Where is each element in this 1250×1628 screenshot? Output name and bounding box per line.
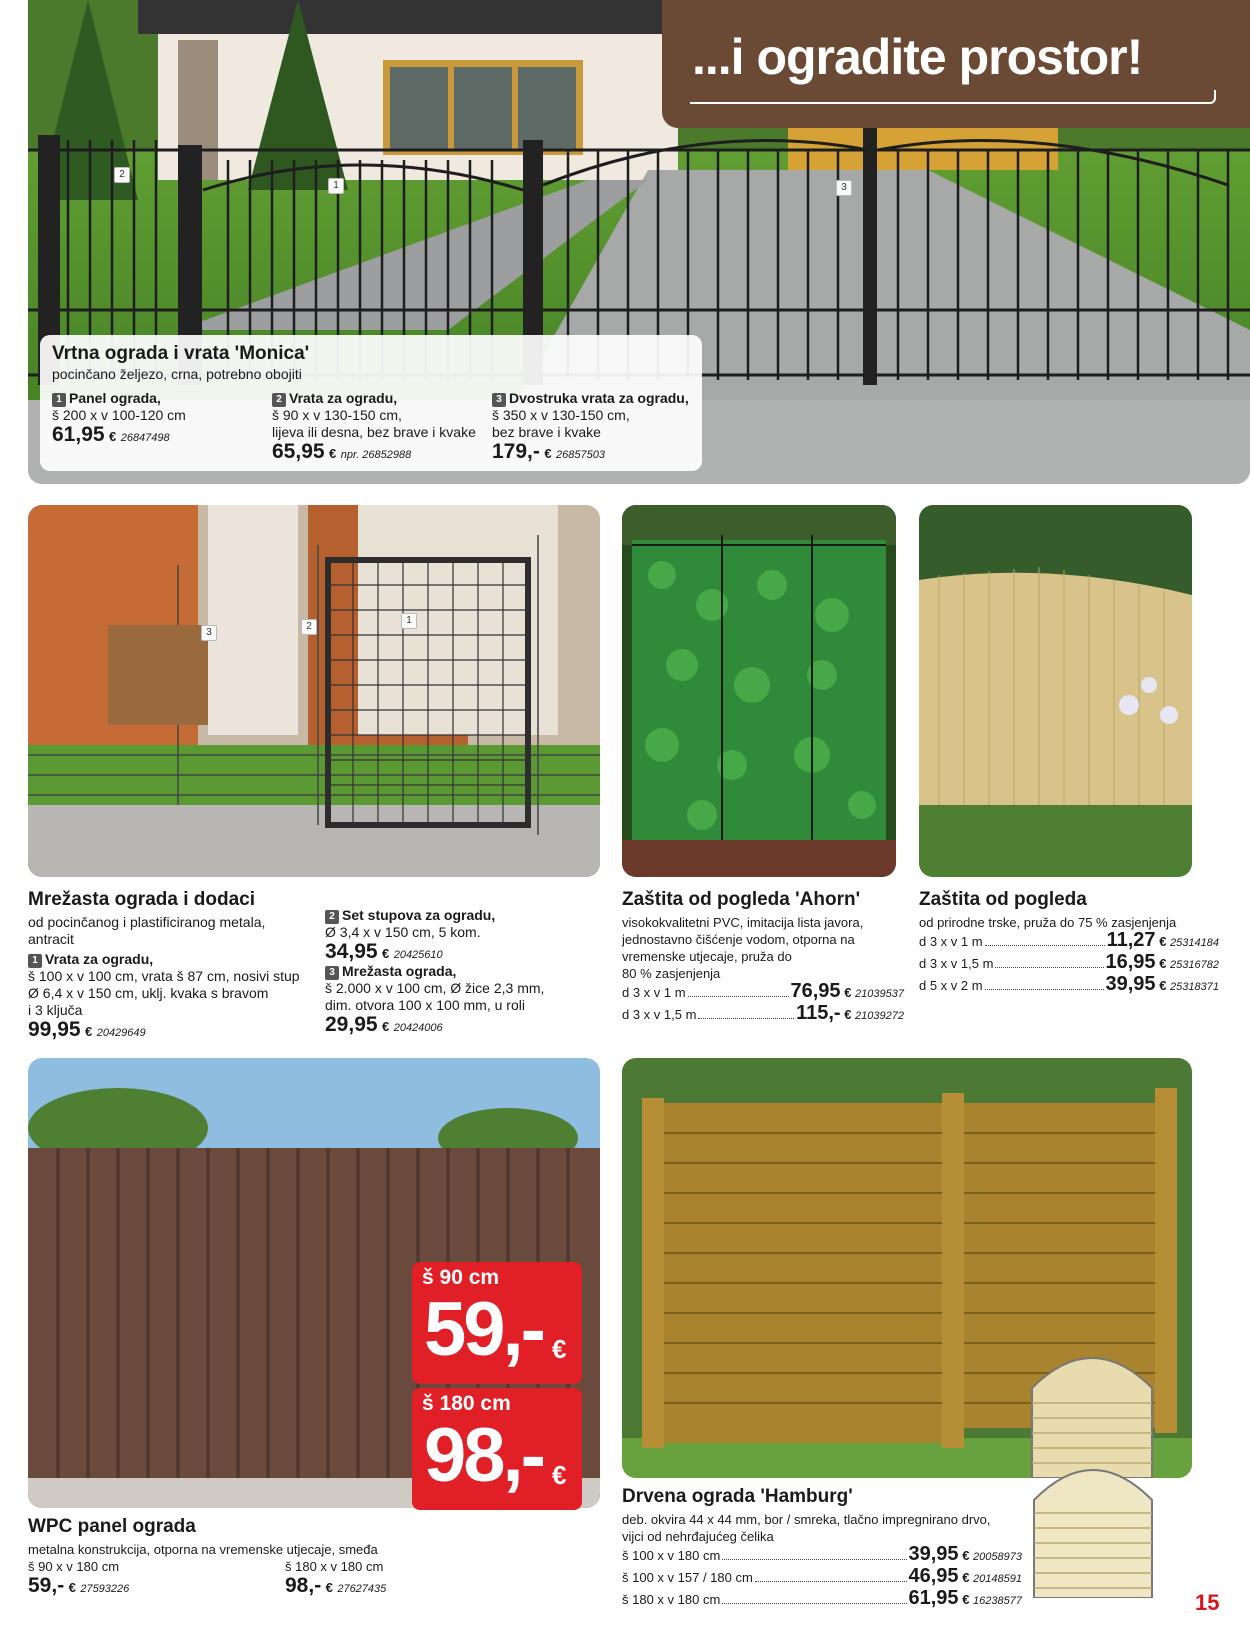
reed-title: Zaštita od pogleda: [919, 889, 1087, 910]
wpc-size-b: š 180 x v 180 cm: [285, 1559, 384, 1574]
ahorn-desc: jednostavno čišćenje vodom, otporna na: [622, 932, 855, 947]
badge-size: š 90 cm: [422, 1266, 500, 1289]
row-label: š 100 x v 157 / 180 cm: [622, 1570, 753, 1585]
sku: 20424006: [393, 1022, 443, 1034]
price-row: [919, 953, 1219, 975]
mesh-desc-2: antracit: [28, 931, 74, 947]
row-label: š 100 x v 180 cm: [622, 1548, 721, 1563]
sku: 25318371: [1170, 981, 1219, 993]
item-price: 34,95: [325, 940, 378, 963]
item-number: 2: [325, 910, 339, 924]
item-name: Dvostruka vrata za ogradu,: [509, 390, 689, 406]
sku: 16238577: [973, 1595, 1022, 1607]
hamburg-section: [622, 1486, 1022, 1611]
badge-currency: €: [552, 1334, 567, 1364]
sku: 21039537: [855, 988, 904, 1000]
hamburg-title: Drvena ograda 'Hamburg': [622, 1486, 853, 1507]
row-price: 39,95: [908, 1543, 959, 1565]
price-row: [919, 931, 1219, 953]
item-size: š 200 x v 100-120 cm: [52, 407, 186, 423]
mesh-section: [28, 889, 618, 1041]
ahorn-screen-image: [622, 505, 896, 877]
wpc-price-badge-180: [412, 1388, 582, 1510]
wpc-option-b: [285, 1558, 485, 1597]
hamburg-fence-image: [622, 1058, 1192, 1478]
panel-drawing: [1032, 1458, 1154, 1598]
item-detail: i 3 ključa: [28, 1002, 83, 1018]
sku: 20425610: [393, 949, 443, 961]
hamburg-desc: deb. okvira 44 x 44 mm, bor / smreka, tlačno impregnirano drvo,: [622, 1512, 991, 1527]
row-price: 11,27: [1106, 929, 1156, 951]
marker-1: 1: [328, 178, 344, 194]
mesh-fence-image: [28, 505, 600, 877]
row-price: 46,95: [908, 1565, 959, 1587]
monica-info-box: [40, 335, 702, 471]
sku: 20058973: [973, 1551, 1022, 1563]
ahorn-desc: visokokvalitetni PVC, imitacija lista javora,: [622, 915, 864, 930]
reed-screen-scene: [919, 505, 1192, 877]
mesh-title: Mrežasta ograda i dodaci: [28, 889, 256, 910]
row-label: d 3 x v 1,5 m: [622, 1007, 697, 1022]
marker-3: 3: [201, 625, 217, 641]
item-detail: Ø 6,4 x v 150 cm, uklj. kvaka s bravom: [28, 985, 269, 1001]
currency: €: [109, 429, 117, 444]
row-price: 76,95: [790, 980, 841, 1002]
badge-currency: €: [552, 1460, 567, 1490]
banner-title: ...i ogradite prostor!: [692, 29, 1143, 85]
item-name: Set stupova za ogradu,: [342, 907, 496, 923]
sku: 27627435: [337, 1583, 387, 1595]
currency: €: [962, 1570, 970, 1585]
mesh-fence-scene: [28, 505, 600, 877]
currency: €: [68, 1580, 76, 1595]
ahorn-desc: vremenske utjecaje, pruža do: [622, 949, 792, 964]
currency: €: [1159, 978, 1167, 993]
item-price: 29,95: [325, 1013, 378, 1036]
monica-item-2: [272, 390, 502, 463]
item-detail: dim. otvora 100 x 100 mm, u roli: [325, 997, 525, 1013]
row-price: 115,-: [796, 1002, 841, 1024]
currency: €: [844, 1007, 852, 1022]
sku: 20429649: [96, 1027, 146, 1039]
sku: 20148591: [973, 1573, 1022, 1585]
currency: €: [329, 446, 337, 461]
header-banner: [662, 0, 1250, 128]
reed-section: [919, 889, 1219, 997]
item-detail: š 2.000 x v 100 cm, Ø žice 2,3 mm,: [325, 980, 545, 996]
item-size: š 90 x v 130-150 cm,: [272, 407, 402, 423]
sku: 26857503: [556, 449, 605, 461]
item-name: Vrata za ogradu,: [289, 390, 398, 406]
ahorn-section: [622, 889, 904, 1026]
currency: €: [844, 985, 852, 1000]
sku: npr. 26852988: [340, 449, 412, 461]
item-name: Mrežasta ograda,: [342, 963, 457, 979]
item-size: š 350 x v 130-150 cm,: [492, 407, 630, 423]
monica-item-1: [52, 390, 272, 446]
row-price: 16,95: [1105, 951, 1156, 973]
currency: €: [382, 946, 390, 961]
price-row: [622, 1004, 904, 1026]
marker-1: 1: [401, 613, 417, 629]
row-label: d 3 x v 1 m: [919, 934, 983, 949]
monica-title: Vrtna ograda i vrata 'Monica': [52, 343, 310, 364]
item-number: 3: [325, 966, 339, 980]
wpc-desc: metalna konstrukcija, otporna na vremenske utjecaje, smeđa: [28, 1542, 378, 1557]
item-price: 98,-: [285, 1574, 322, 1597]
ahorn-desc: 80 % zasjenjenja: [622, 966, 721, 981]
wpc-section: [28, 1516, 608, 1597]
banner-underline: [690, 90, 1216, 104]
item-price: 179,-: [492, 440, 540, 463]
item-detail: š 100 x v 100 cm, vrata š 87 cm, nosivi stup: [28, 968, 300, 984]
badge-price: 98,-: [424, 1413, 543, 1498]
price-row: [622, 1567, 1022, 1589]
currency: €: [544, 446, 552, 461]
currency: €: [962, 1548, 970, 1563]
item-detail: Ø 3,4 x v 150 cm, 5 kom.: [325, 924, 481, 940]
price-row: [622, 1589, 1022, 1611]
currency: €: [1159, 956, 1167, 971]
item-name: Vrata za ogradu,: [45, 951, 154, 967]
row-label: š 180 x v 180 cm: [622, 1592, 721, 1607]
item-price: 65,95: [272, 440, 325, 463]
item-detail: lijeva ili desna, bez brave i kvake: [272, 424, 476, 440]
sku: 25314184: [1170, 937, 1219, 949]
hamburg-desc: vijci od nehrđajućeg čelika: [622, 1529, 774, 1544]
row-label: d 5 x v 2 m: [919, 978, 983, 993]
monica-item-3: [492, 390, 702, 463]
item-number: 3: [492, 393, 506, 407]
price-row: [622, 1545, 1022, 1567]
page-number: 15: [1195, 1590, 1220, 1615]
wpc-price-badge-90: [412, 1262, 582, 1384]
item-price: 59,-: [28, 1574, 65, 1597]
item-price: 61,95: [52, 423, 105, 446]
sku: 26847498: [120, 432, 170, 444]
ivy-screen-scene: [622, 505, 896, 877]
item-number: 1: [28, 954, 42, 968]
marker-2: 2: [114, 167, 130, 183]
mesh-desc-1: od pocinčanog i plastificiranog metala,: [28, 914, 266, 930]
price-row: [622, 982, 904, 1004]
item-price: 99,95: [28, 1018, 81, 1041]
price-row: [919, 975, 1219, 997]
mesh-items-right: [325, 907, 615, 1036]
reed-desc: od prirodne trske, pruža do 75 % zasjenjenja: [919, 915, 1177, 930]
hamburg-sample-panel: [1032, 1458, 1154, 1598]
currency: €: [962, 1592, 970, 1607]
row-price: 39,95: [1105, 973, 1156, 995]
item-name: Panel ograda,: [69, 390, 161, 406]
reed-screen-image: [919, 505, 1192, 877]
badge-size: š 180 cm: [422, 1392, 511, 1415]
currency: €: [1159, 934, 1167, 949]
row-price: 61,95: [908, 1587, 959, 1609]
wpc-size-a: š 90 x v 180 cm: [28, 1559, 120, 1574]
currency: €: [325, 1580, 333, 1595]
wood-fence-scene: [622, 1058, 1192, 1478]
sku: 21039272: [855, 1010, 904, 1022]
monica-desc: pocinčano željezo, crna, potrebno obojiti: [52, 366, 302, 382]
row-label: d 3 x v 1,5 m: [919, 956, 994, 971]
sku: 27593226: [80, 1583, 130, 1595]
item-number: 1: [52, 393, 66, 407]
row-label: d 3 x v 1 m: [622, 985, 686, 1000]
ahorn-title: Zaštita od pogleda 'Ahorn': [622, 889, 861, 910]
wpc-title: WPC panel ograda: [28, 1516, 196, 1537]
currency: €: [85, 1024, 93, 1039]
sku: 25316782: [1170, 959, 1219, 971]
item-number: 2: [272, 393, 286, 407]
marker-3: 3: [836, 180, 852, 196]
item-detail: bez brave i kvake: [492, 424, 601, 440]
currency: €: [382, 1019, 390, 1034]
badge-price: 59,-: [424, 1287, 543, 1372]
marker-2: 2: [301, 619, 317, 635]
